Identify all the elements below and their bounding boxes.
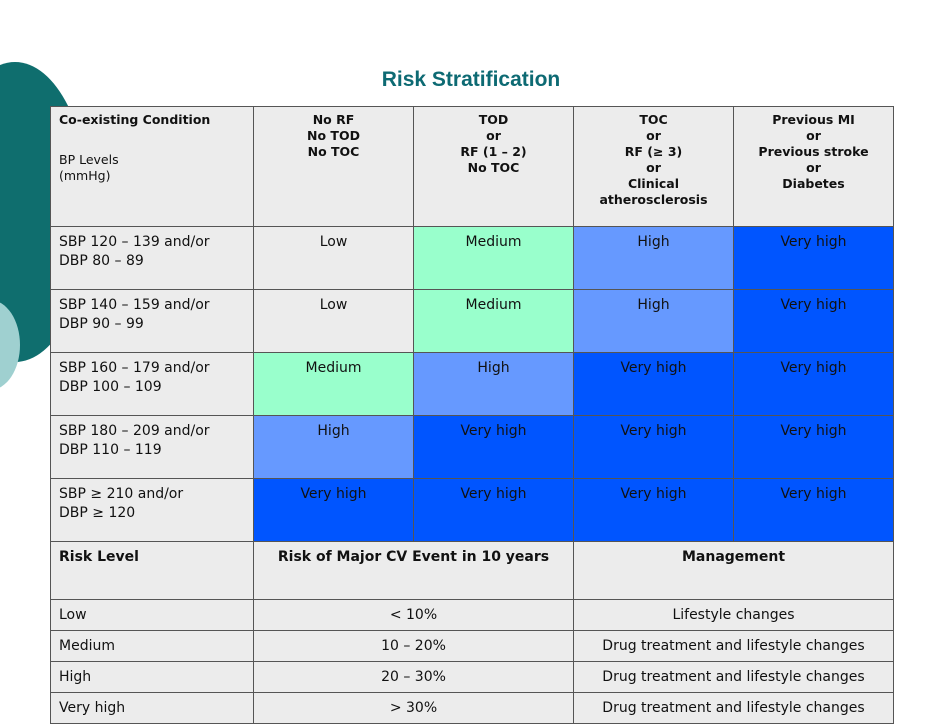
column-header-previous-mi xyxy=(734,107,894,227)
management-header: Management xyxy=(574,542,894,600)
risk-cell: Very high xyxy=(734,290,894,353)
bp-label-2: (mmHg) xyxy=(59,168,111,183)
risk-level-cell: Low xyxy=(51,600,254,631)
management-cell: Drug treatment and lifestyle changes xyxy=(574,631,894,662)
management-cell: Drug treatment and lifestyle changes xyxy=(574,693,894,724)
risk-row xyxy=(51,631,894,662)
risk-cell: Very high xyxy=(414,416,574,479)
risk-percent-cell: > 30% xyxy=(254,693,574,724)
bp-level-line: SBP 140 – 159 and/or xyxy=(59,297,210,313)
bp-row xyxy=(51,479,894,542)
risk-level-cell: Medium xyxy=(51,631,254,662)
risk-level-header: Risk Level xyxy=(51,542,254,600)
risk-cell: Medium xyxy=(414,290,574,353)
column-header-line: RF (≥ 3) xyxy=(624,144,683,159)
column-header-tod xyxy=(414,107,574,227)
bp-level-line: DBP 100 – 109 xyxy=(59,379,162,395)
bp-row xyxy=(51,227,894,290)
bp-level-cell xyxy=(51,290,254,353)
risk-cell: Low xyxy=(254,227,414,290)
risk-rows xyxy=(51,600,894,724)
risk-cell: Very high xyxy=(574,416,734,479)
column-header-line: TOC xyxy=(639,112,668,127)
condition-header-cell xyxy=(51,107,254,227)
column-header-line: Previous MI xyxy=(772,112,855,127)
column-header-line: or xyxy=(646,128,661,143)
bp-level-cell xyxy=(51,479,254,542)
risk-cell: Very high xyxy=(734,416,894,479)
column-header-line: No RF xyxy=(312,112,355,127)
bp-level-line: SBP 160 – 179 and/or xyxy=(59,360,210,376)
bp-level-line: DBP 90 – 99 xyxy=(59,316,144,332)
column-header-line: Clinical xyxy=(627,176,680,191)
risk-cell: Very high xyxy=(414,479,574,542)
page-title: Risk Stratification xyxy=(381,68,561,91)
risk-percent-cell: 10 – 20% xyxy=(254,631,574,662)
management-cell: Drug treatment and lifestyle changes xyxy=(574,662,894,693)
risk-level-cell: Very high xyxy=(51,693,254,724)
risk-cell: Very high xyxy=(734,479,894,542)
column-header-line: No TOC xyxy=(307,144,360,159)
bp-label-1: BP Levels xyxy=(59,152,119,167)
column-header-line: atherosclerosis xyxy=(599,192,708,207)
risk-cell: Very high xyxy=(734,353,894,416)
risk-percent-cell: < 10% xyxy=(254,600,574,631)
risk-cell: High xyxy=(414,353,574,416)
risk-cell: Very high xyxy=(574,479,734,542)
risk-cell: Very high xyxy=(734,227,894,290)
risk-cell: Very high xyxy=(574,353,734,416)
bp-level-cell xyxy=(51,353,254,416)
column-header-line: Previous stroke xyxy=(758,144,869,159)
bp-level-line: SBP ≥ 210 and/or xyxy=(59,486,184,502)
bp-row xyxy=(51,290,894,353)
column-header-toc xyxy=(574,107,734,227)
management-cell: Lifestyle changes xyxy=(574,600,894,631)
column-header-line: or xyxy=(806,128,821,143)
risk-row xyxy=(51,600,894,631)
risk-header-row xyxy=(51,542,894,600)
risk-cell: Medium xyxy=(414,227,574,290)
risk-cell: High xyxy=(574,227,734,290)
table-header-row xyxy=(51,107,894,227)
bp-row xyxy=(51,416,894,479)
column-header-line: or xyxy=(806,160,821,175)
column-header-line: or xyxy=(486,128,501,143)
risk-cell: Very high xyxy=(254,479,414,542)
bp-level-line: DBP ≥ 120 xyxy=(59,505,136,521)
bp-row xyxy=(51,353,894,416)
risk-cell: Low xyxy=(254,290,414,353)
risk-row xyxy=(51,693,894,724)
column-header-line: TOD xyxy=(478,112,509,127)
column-header-no-rf xyxy=(254,107,414,227)
risk-row xyxy=(51,662,894,693)
bp-level-line: DBP 110 – 119 xyxy=(59,442,162,458)
column-header-line: No TOD xyxy=(307,128,360,143)
condition-title: Co-existing Condition xyxy=(59,112,211,127)
column-header-line: RF (1 – 2) xyxy=(460,144,527,159)
bp-level-cell xyxy=(51,227,254,290)
risk-table xyxy=(50,106,894,724)
risk-cell: High xyxy=(574,290,734,353)
bp-level-line: SBP 120 – 139 and/or xyxy=(59,234,210,250)
bp-level-line: SBP 180 – 209 and/or xyxy=(59,423,210,439)
column-header-line: or xyxy=(646,160,661,175)
bp-rows xyxy=(51,227,894,542)
bp-level-line: DBP 80 – 89 xyxy=(59,253,144,269)
risk-cell: Medium xyxy=(254,353,414,416)
risk-event-header: Risk of Major CV Event in 10 years xyxy=(254,542,574,600)
column-header-line: No TOC xyxy=(467,160,520,175)
risk-percent-cell: 20 – 30% xyxy=(254,662,574,693)
bp-level-cell xyxy=(51,416,254,479)
risk-cell: High xyxy=(254,416,414,479)
risk-level-cell: High xyxy=(51,662,254,693)
column-header-line: Diabetes xyxy=(782,176,845,191)
